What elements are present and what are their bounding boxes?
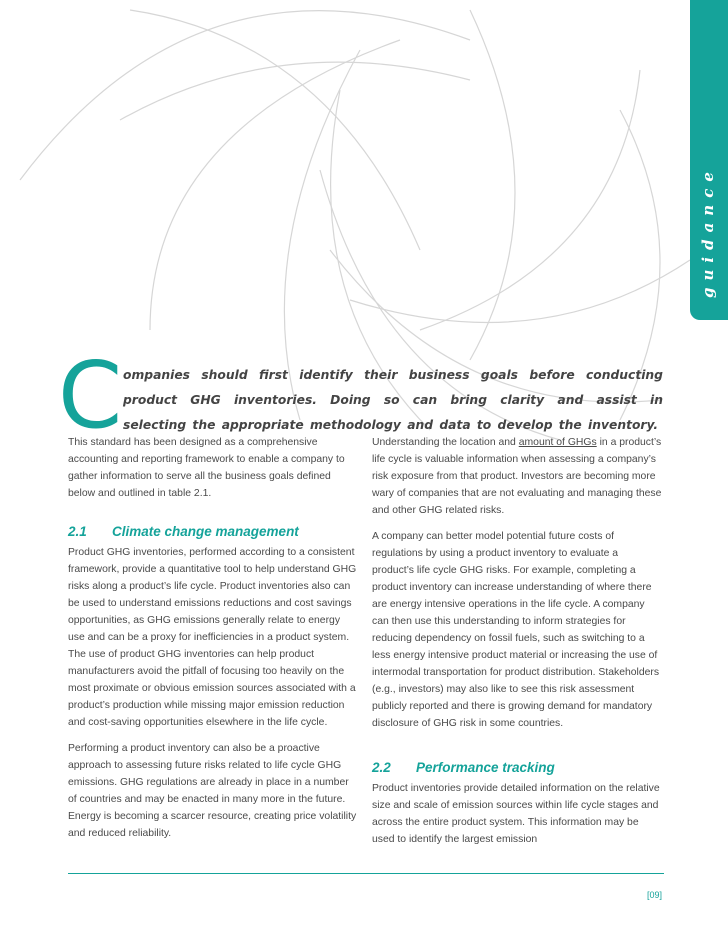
right-paragraph-1 (372, 434, 662, 519)
guidance-tab (690, 0, 728, 320)
right-p1-underlined: amount of GHGs (518, 437, 597, 448)
page-bracket-close: ] (659, 890, 662, 900)
section-2-1-title: Climate change management (112, 524, 299, 539)
section-2-2-title: Performance tracking (416, 760, 555, 775)
intro-text: ompanies should first identify their business goals before conducting product GHG inventories. Doing so can bring clarity and assist in selecting the appropriate methodology and data to develop the inventory. (123, 368, 663, 432)
page-number (647, 890, 662, 900)
left-column (68, 434, 358, 851)
page-bracket-open: [ (646, 890, 650, 900)
right-p1-end: in a product’s life cycle is valuable information when assessing a company’s risk exposure from that product. Investors are becoming more wary of companies that are not evaluating and managing these and other GHG related risks. (372, 437, 662, 516)
intro-dropcap: C (58, 342, 123, 449)
page-number-value: 09 (649, 890, 660, 900)
left-paragraph-1: This standard has been designed as a comprehensive accounting and reporting framework to enable a company to gather information to serve all the business goals defined below and outlined in table 2.1. (68, 437, 345, 499)
footer-rule (68, 873, 664, 874)
guidance-tab-label: guidance (699, 165, 717, 298)
right-paragraph-3: Product inventories provide detailed information on the relative size and scale of emission sources within life cycle stages and across the entire product system. This information may be used to identify the largest emission (372, 783, 660, 845)
right-column (372, 434, 662, 857)
right-paragraph-2: A company can better model potential future costs of regulations by using a product inventory to evaluate a product’s life cycle GHG risks. For example, completing a product inventory can increase understanding of where there are energy intensive operations in the life cycle. A company can then use this understanding to inform strategies for reducing dependency on fossil fuels, such as switching to a less energy intensive product material or increasing the use of intermodal transportation for product distribution. Stakeholders (e.g., investors) may also like to see this risk assessment publicly reported and there is growing demand for mandatory disclosure of GHG risk in some countries. (372, 531, 660, 729)
left-paragraph-3: Performing a product inventory can also be a proactive approach to assessing future risks related to life cycle GHG emissions. GHG regulations are already in place in a number of countries and may be enacted in many more in the future. Energy is becoming a scarcer resource, creating price volatility and reduced reliability. (68, 743, 357, 839)
section-2-2-heading (372, 758, 662, 778)
section-2-2-number: 2.2 (372, 760, 391, 775)
section-2-1-heading (68, 522, 358, 542)
left-paragraph-2: Product GHG inventories, performed according to a consistent framework, provide a quantitative tool to help understand GHG risks along a product’s life cycle. Product inventories also can be used to understand emissions reductions and cost savings opportunities, as GHG emissions generally relate to energy use and can be a proxy for inefficiencies in a product system. The use of product GHG inventories can help product manufacturers avoid the pitfall of focusing too heavily on the most proximate or obvious emission sources associated with a product’s production while missing major emission reduction and cost-saving opportunities elsewhere in the life cycle. (68, 547, 357, 728)
section-2-1-number: 2.1 (68, 524, 87, 539)
right-p1-start: Understanding the location and (372, 437, 519, 448)
